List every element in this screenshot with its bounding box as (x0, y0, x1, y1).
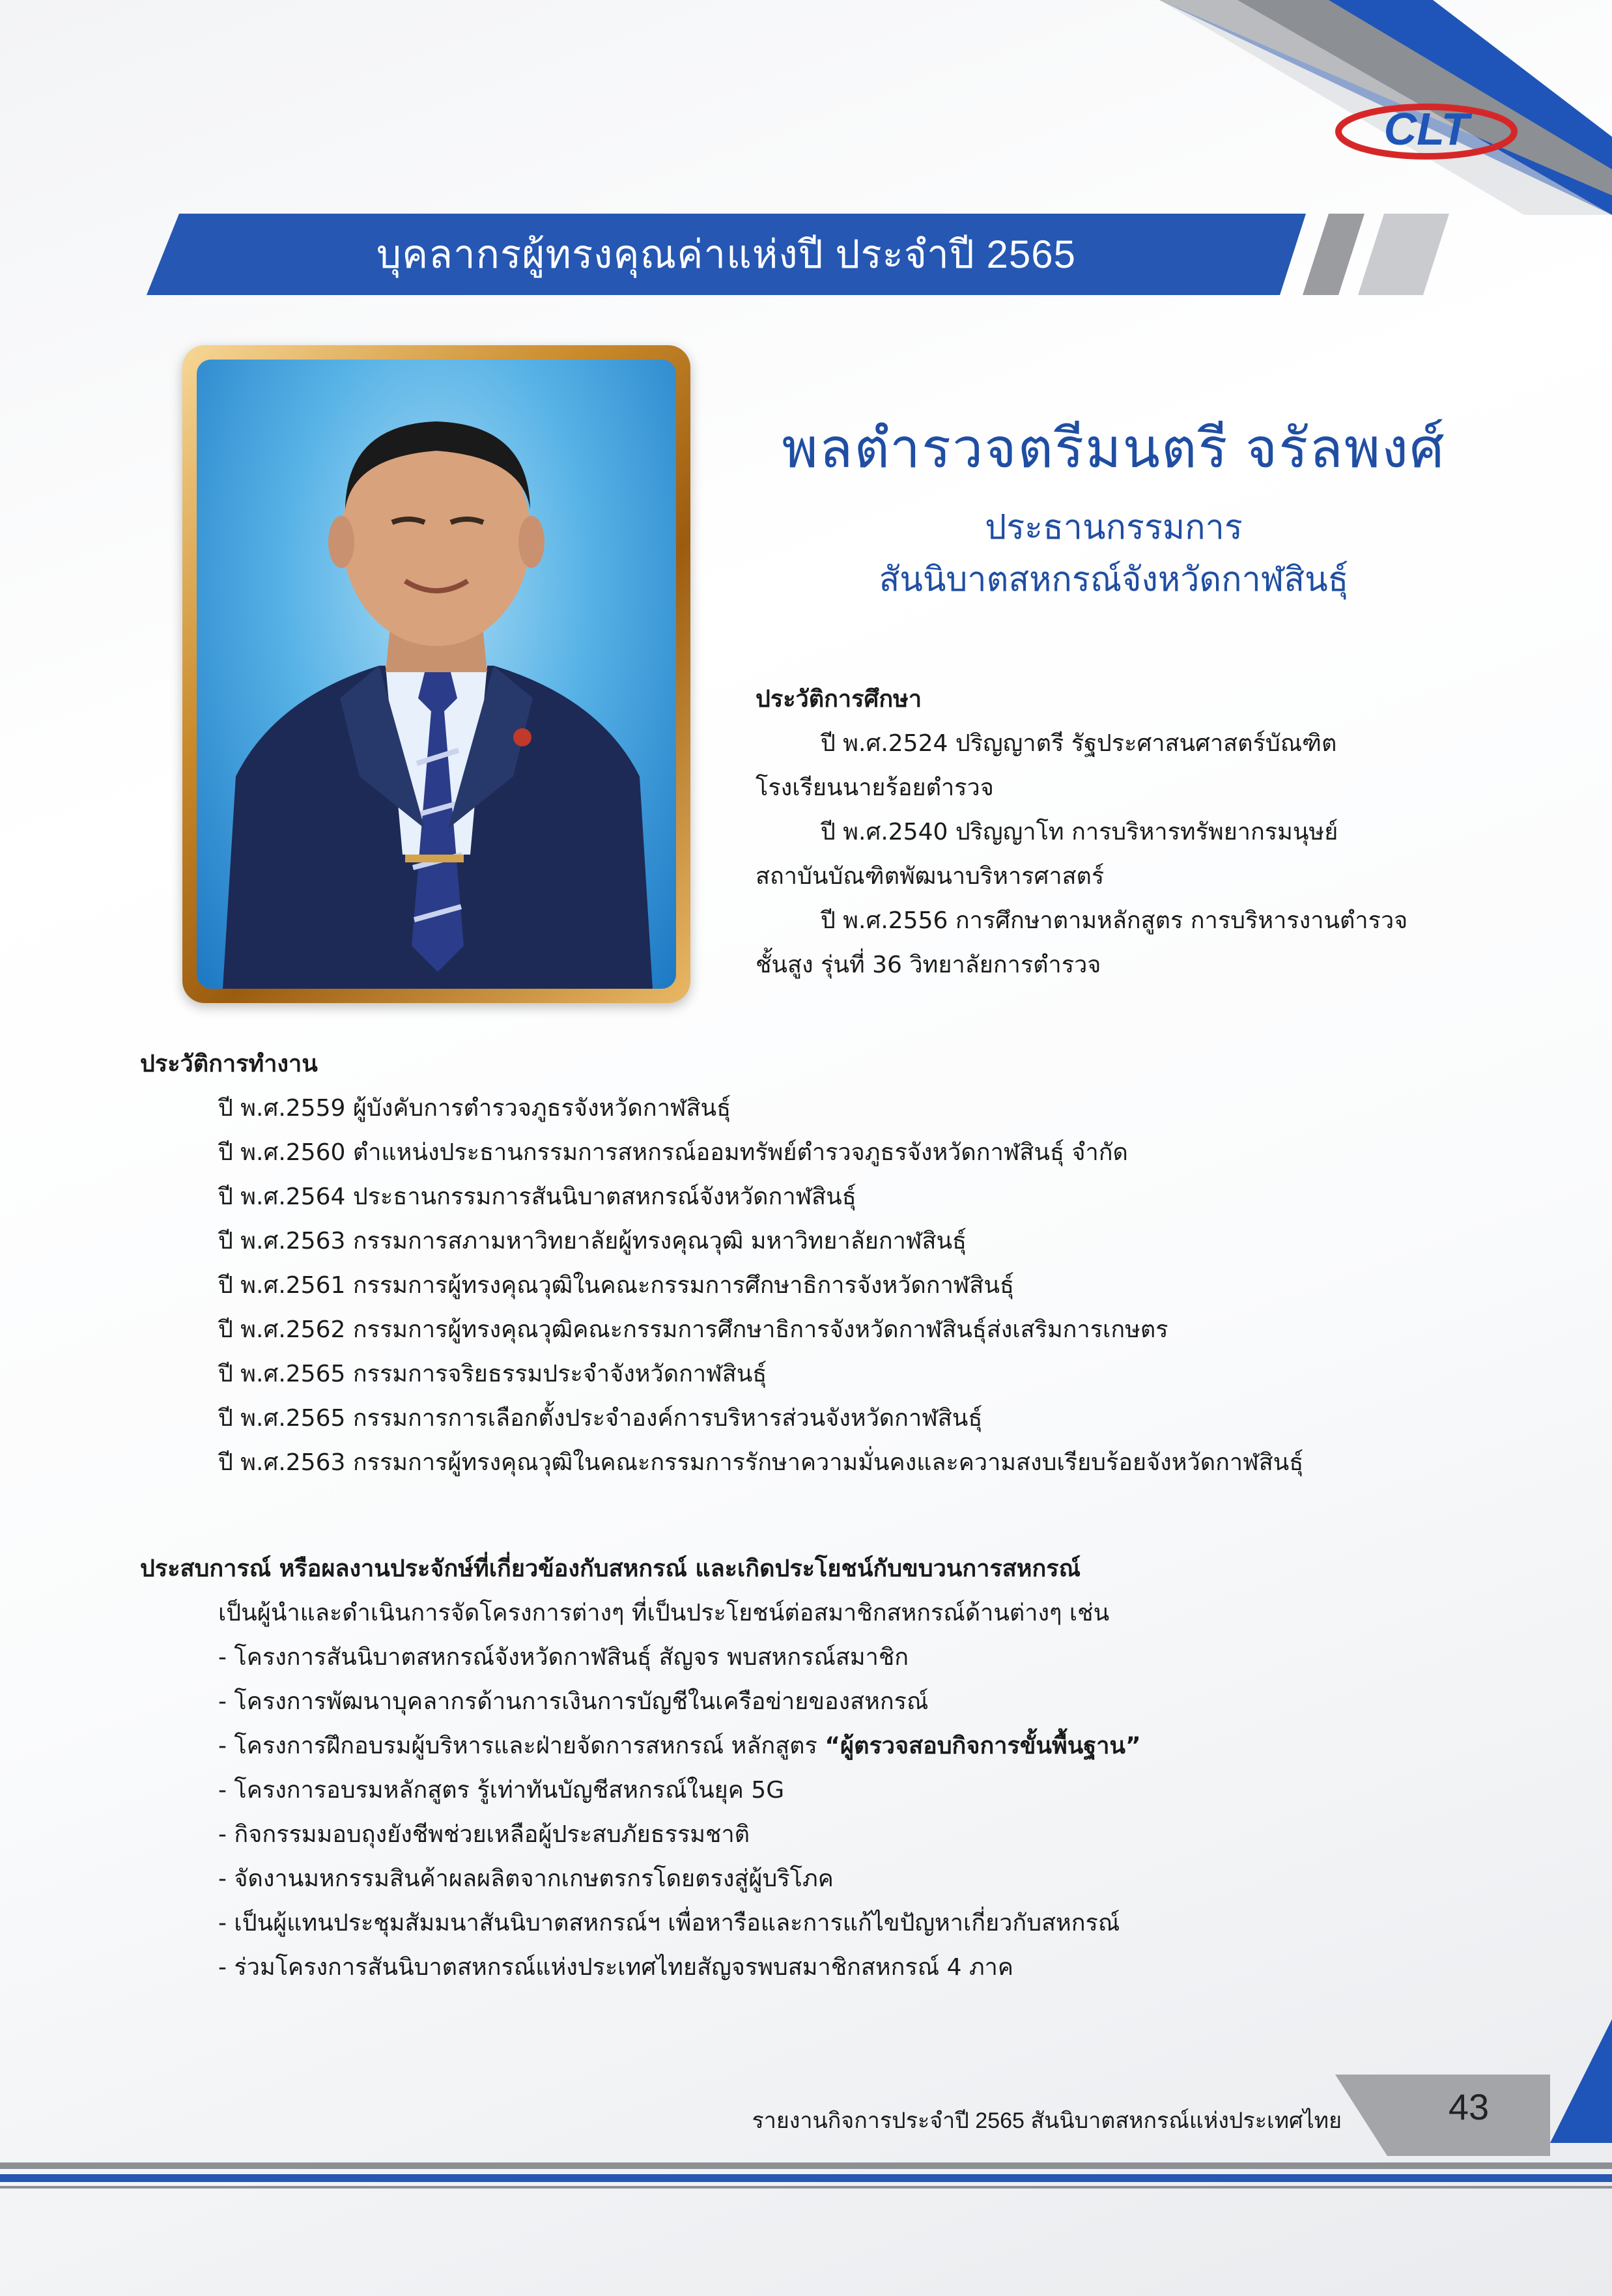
work-history-item: ปี พ.ศ.2564 ประธานกรรมการสันนิบาตสหกรณ์จังหวัดกาฬสินธุ์ (218, 1183, 856, 1210)
education-section (756, 677, 1459, 987)
training-prefix: - โครงการฝึกอบรมผู้บริหารและฝ่ายจัดการสหกรณ์ หลักสูตร (218, 1733, 825, 1759)
portrait-photo (197, 360, 676, 989)
experience-item: - จัดงานมหกรรมสินค้าผลผลิตจากเกษตรกรโดยตรงสู่ผู้บริโภค (218, 1865, 834, 1892)
experience-item-training (140, 1724, 1508, 1768)
experience-heading: ประสบการณ์ หรือผลงานประจักษ์ที่เกี่ยวข้องกับสหกรณ์ และเกิดประโยชน์กับขบวนการสหกรณ์ (140, 1555, 1081, 1582)
work-history-item: ปี พ.ศ.2563 กรรมการผู้ทรงคุณวุฒิในคณะกรรมการรักษาความมั่นคงและความสงบเรียบร้อยจังหวัดกาฬสินธุ์ (218, 1449, 1304, 1476)
work-history-item: ปี พ.ศ.2562 กรรมการผู้ทรงคุณวุฒิคณะกรรมการศึกษาธิการจังหวัดกาฬสินธุ์ส่งเสริมการเกษตร (218, 1316, 1168, 1343)
page-number: 43 (1448, 2086, 1490, 2127)
education-item: ปี พ.ศ.2556 การศึกษาตามหลักสูตร การบริหารงานตำรวจ (821, 907, 1408, 934)
position-title: ประธานกรรมการ (985, 509, 1243, 546)
person-position (716, 502, 1511, 606)
experience-item: - กิจกรรมมอบถุงยังชีพช่วยเหลือผู้ประสบภัยธรรมชาติ (218, 1821, 750, 1848)
training-course-name: “ผู้ตรวจสอบกิจการขั้นพื้นฐาน” (825, 1733, 1141, 1759)
work-history-item: ปี พ.ศ.2559 ผู้บังคับการตำรวจภูธรจังหวัดกาฬสินธุ์ (218, 1095, 731, 1122)
work-history-item: ปี พ.ศ.2565 กรรมการการเลือกตั้งประจำองค์การบริหารส่วนจังหวัดกาฬสินธุ์ (218, 1405, 983, 1432)
work-history-section (140, 1042, 1508, 1485)
work-history-item: ปี พ.ศ.2563 กรรมการสภามหาวิทยาลัยผู้ทรงคุณวุฒิ มหาวิทยาลัยกาฬสินธุ์ (218, 1228, 967, 1254)
education-item-detail: ชั้นสูง รุ่นที่ 36 วิทยาลัยการตำรวจ (756, 952, 1101, 978)
logo-text: CLT (1383, 104, 1469, 154)
experience-item: - โครงการพัฒนาบุคลากรด้านการเงินการบัญชีในเครือข่ายของสหกรณ์ (218, 1688, 929, 1715)
clt-logo (1329, 91, 1524, 169)
work-history-item: ปี พ.ศ.2565 กรรมการจริยธรรมประจำจังหวัดกาฬสินธุ์ (218, 1361, 767, 1387)
bottom-right-corner-decoration (1550, 2019, 1612, 2149)
experience-item: - เป็นผู้แทนประชุมสัมมนาสันนิบาตสหกรณ์ฯ เพื่อหารือและการแก้ไขปัญหาเกี่ยวกับสหกรณ์ (218, 1910, 1120, 1936)
experience-item: - ร่วมโครงการสันนิบาตสหกรณ์แห่งประเทศไทยสัญจรพบสมาชิกสหกรณ์ 4 ภาค (218, 1954, 1013, 1981)
portrait-frame (182, 345, 690, 1003)
education-heading: ประวัติการศึกษา (756, 686, 922, 713)
work-history-item: ปี พ.ศ.2561 กรรมการผู้ทรงคุณวุฒิในคณะกรรมการศึกษาธิการจังหวัดกาฬสินธุ์ (218, 1272, 1014, 1299)
page-title: บุคลากรผู้ทรงคุณค่าแห่งปี ประจำปี 2565 (376, 233, 1076, 276)
education-item-detail: โรงเรียนนายร้อยตำรวจ (756, 774, 994, 801)
education-item-detail: สถาบันบัณฑิตพัฒนาบริหารศาสตร์ (756, 863, 1105, 890)
person-name: พลตำรวจตรีมนตรี จรัลพงศ์ (782, 418, 1446, 479)
experience-item: - โครงการอบรมหลักสูตร รู้เท่าทันบัญชีสหกรณ์ในยุค 5G (218, 1777, 785, 1804)
experience-intro: เป็นผู้นำและดำเนินการจัดโครงการต่างๆ ที่เป็นประโยชน์ต่อสมาชิกสหกรณ์ด้านต่างๆ เช่น (218, 1600, 1110, 1626)
position-organization: สันนิบาตสหกรณ์จังหวัดกาฬสินธุ์ (879, 561, 1349, 599)
education-item: ปี พ.ศ.2524 ปริญญาตรี รัฐประศาสนศาสตร์บัณฑิต (821, 730, 1337, 757)
title-banner (147, 214, 1449, 295)
experience-item: - โครงการสันนิบาตสหกรณ์จังหวัดกาฬสินธุ์ สัญจร พบสหกรณ์สมาชิก (218, 1644, 909, 1671)
work-history-heading: ประวัติการทำงาน (140, 1051, 318, 1077)
work-history-item: ปี พ.ศ.2560 ตำแหน่งประธานกรรมการสหกรณ์ออมทรัพย์ตำรวจภูธรจังหวัดกาฬสินธุ์ จำกัด (218, 1139, 1128, 1166)
education-item: ปี พ.ศ.2540 ปริญญาโท การบริหารทรัพยากรมนุษย์ (821, 819, 1338, 845)
experience-section (140, 1547, 1508, 1990)
footer-report-title: รายงานกิจการประจำปี 2565 สันนิบาตสหกรณ์แห่งประเทศไทย (752, 2108, 1342, 2133)
